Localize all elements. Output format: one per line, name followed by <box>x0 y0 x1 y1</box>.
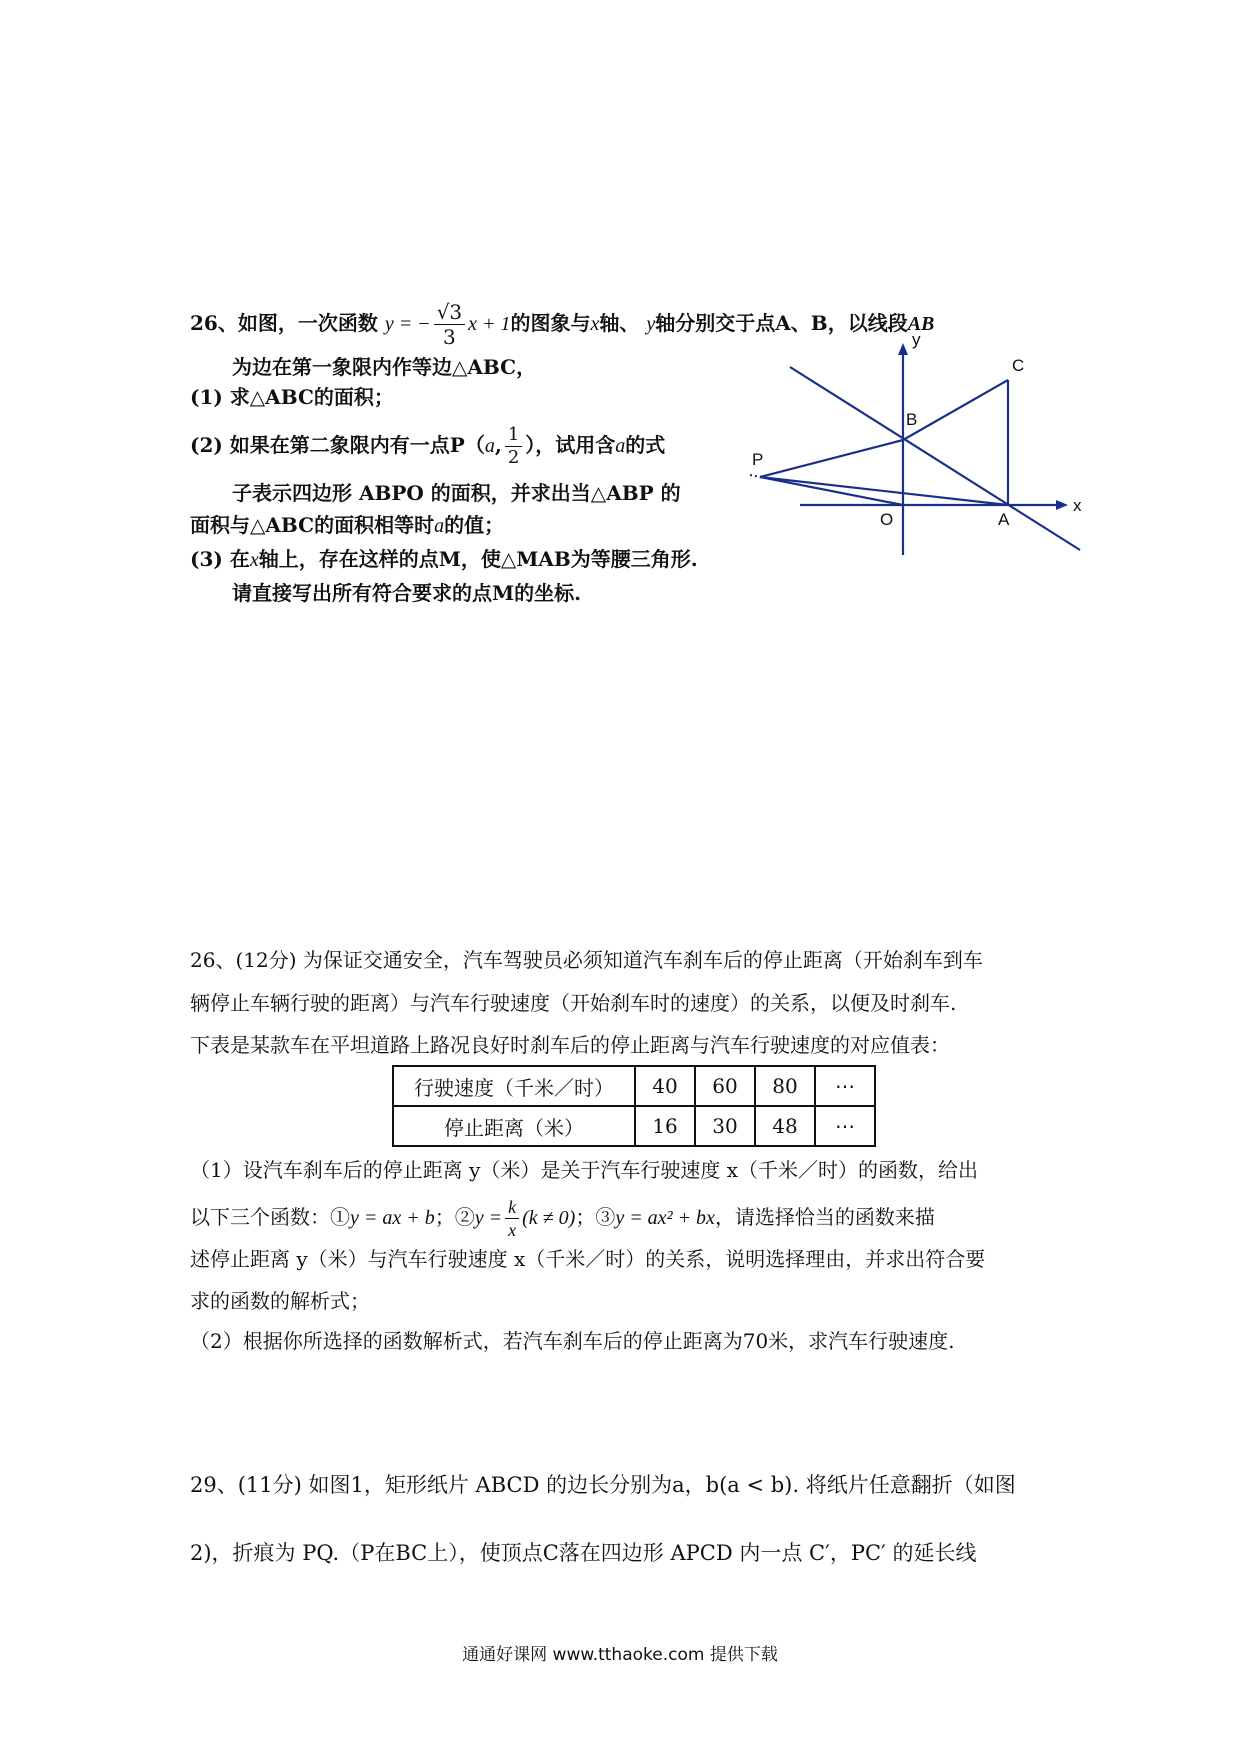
q1-segment-ab: AB <box>907 313 935 335</box>
q1-part2-fraction <box>505 426 522 467</box>
table-cell: 60 <box>695 1066 755 1106</box>
table-cell: 80 <box>755 1066 815 1106</box>
coordinate-figure <box>740 325 1100 565</box>
q2-sub2: （2）根据你所选择的函数解析式，若汽车刹车后的停止距离为70米，求汽车行驶速度. <box>190 1329 955 1353</box>
table-header-speed: 行驶速度（千米／时） <box>393 1066 635 1106</box>
q2-sub1-line1: （1）设汽车刹车后的停止距离 y（米）是关于汽车行驶速度 x（千米／时）的函数，给出 <box>190 1158 979 1182</box>
q2-sep-2: ；③ <box>575 1205 616 1229</box>
q1-part2-line3-b: 的值； <box>444 513 505 537</box>
q1-part2-text-c: 的式 <box>625 433 666 457</box>
q1-part3 <box>190 544 698 575</box>
q2-line2: 辆停止车辆行驶的距离）与汽车行驶速度（开始刹车时的速度）的关系，以便及时刹车. <box>190 991 957 1015</box>
q2-function-2-fraction <box>505 1198 519 1239</box>
q1-part2-line3-a: 面积与△ABC的面积相等时 <box>190 513 435 537</box>
q3-line1: 29、(11分) 如图1，矩形纸片 ABCD 的边长分别为a，b(a < b). 将纸片任意翻折（如图 <box>190 1473 1016 1497</box>
q2-sep-1: ；② <box>434 1205 475 1229</box>
q1-part2-var-a: a <box>484 435 495 457</box>
figure-lines <box>750 353 1080 555</box>
q1-part2-text-a: (2) 如果在第二象限内有一点P（ <box>190 433 485 457</box>
q1-number: 26、 <box>190 311 238 335</box>
label-p: P <box>752 450 764 469</box>
q1-var-x: x <box>590 313 600 335</box>
table-cell: 16 <box>635 1106 695 1146</box>
q1-intro: 如图，一次函数 <box>237 311 378 335</box>
q2-line3: 下表是某款车在平坦道路上路况良好时刹车后的停止距离与汽车行驶速度的对应值表： <box>190 1033 950 1057</box>
q1-var-y: y <box>646 313 656 335</box>
q1-text-c: 轴、 <box>599 311 640 335</box>
label-c: C <box>1012 356 1025 375</box>
q1-part2-fraction-num: 1 <box>505 426 522 447</box>
x-arrow-icon <box>1056 500 1068 510</box>
q1-part3-text-b: 轴上，存在这样的点M，使△MAB为等腰三角形. <box>258 547 698 571</box>
q1-part2-var-a-3: a <box>434 515 445 537</box>
speed-distance-table <box>392 1065 876 1147</box>
q2-sub1-text-b: ，请选择恰当的函数来描 <box>714 1205 935 1229</box>
q1-line2: 为边在第一象限内作等边△ABC， <box>232 355 537 379</box>
q2-sub1-line3: 述停止距离 y（米）与汽车行驶速度 x（千米／时）的关系，说明选择理由，并求出符合要 <box>190 1247 986 1271</box>
q1-part2-line3 <box>190 510 504 541</box>
label-o: O <box>880 510 894 529</box>
y-arrow-icon <box>898 343 908 355</box>
q2-sub1-text-a: 以下三个函数：① <box>190 1205 350 1229</box>
segment-bc <box>903 380 1008 440</box>
table-cell: 40 <box>635 1066 695 1106</box>
q2-function-2-lhs: y = <box>474 1207 503 1229</box>
q1-fraction <box>434 302 465 347</box>
q1-part3-line2: 请直接写出所有符合要求的点M的坐标. <box>232 581 582 605</box>
label-a: A <box>998 510 1010 529</box>
q1-equation-lhs: y = − <box>384 313 431 335</box>
table-cell: 30 <box>695 1106 755 1146</box>
q1-part2-fraction-den: 2 <box>507 447 520 468</box>
p-dash <box>750 475 760 477</box>
q1-part2-var-a-2: a <box>615 435 626 457</box>
q1-part2: (2) 如果在第二象限内有一点P（a, $\frac{1}{2}$ ），试用含a的式 <box>190 424 666 468</box>
table-cell: 48 <box>755 1106 815 1146</box>
table-row-distance <box>393 1106 875 1146</box>
q1-text-d: 轴分别交于点A、B，以线段 <box>655 311 908 335</box>
q1-part3-var-x: x <box>249 549 259 571</box>
q1-part1: (1) 求△ABC的面积； <box>190 385 394 409</box>
q2-line1: 26、(12分) 为保证交通安全，汽车驾驶员必须知道汽车刹车后的停止距离（开始刹车到车 <box>190 948 983 972</box>
label-x: x <box>1073 496 1082 515</box>
q1-part2-text-b: ），试用含 <box>525 433 616 457</box>
q2-fraction-num: k <box>505 1198 519 1219</box>
arrowheads <box>898 343 1068 510</box>
q2-function-1: y = ax + b <box>350 1207 435 1229</box>
q3-line2: 2)，折痕为 PQ.（P在BC上），使顶点C落在四边形 APCD 内一点 C′，PC′ 的延长线 <box>190 1541 977 1565</box>
q2-function-2-cond: (k ≠ 0) <box>522 1207 576 1229</box>
q1-text-b: 的图象与 <box>510 311 591 335</box>
q2-function-3: y = ax² + bx <box>615 1207 715 1229</box>
q1-part2-line2: 子表示四边形 ABPO 的面积，并求出当△ABP 的 <box>232 481 681 505</box>
q1-part3-text-a: (3) 在 <box>190 547 250 571</box>
q2-sub1-line4: 求的函数的解析式； <box>190 1289 370 1313</box>
q2-sub1-line2 <box>190 1198 935 1239</box>
label-b: B <box>906 410 918 429</box>
label-y: y <box>912 330 921 349</box>
segment-pb <box>760 440 903 477</box>
table-row-speed <box>393 1066 875 1106</box>
q1-fraction-num: √3 <box>434 302 465 325</box>
q1-fraction-den: 3 <box>443 325 456 349</box>
table-cell: ⋯ <box>815 1066 875 1106</box>
table-header-distance: 停止距离（米） <box>393 1106 635 1146</box>
q2-fraction-den: x <box>508 1220 517 1240</box>
table-cell: ⋯ <box>815 1106 875 1146</box>
q1-equation-rhs: x + 1 <box>468 313 511 335</box>
page-footer: 通通好课网 www.tthaoke.com 提供下载 <box>462 1645 778 1665</box>
